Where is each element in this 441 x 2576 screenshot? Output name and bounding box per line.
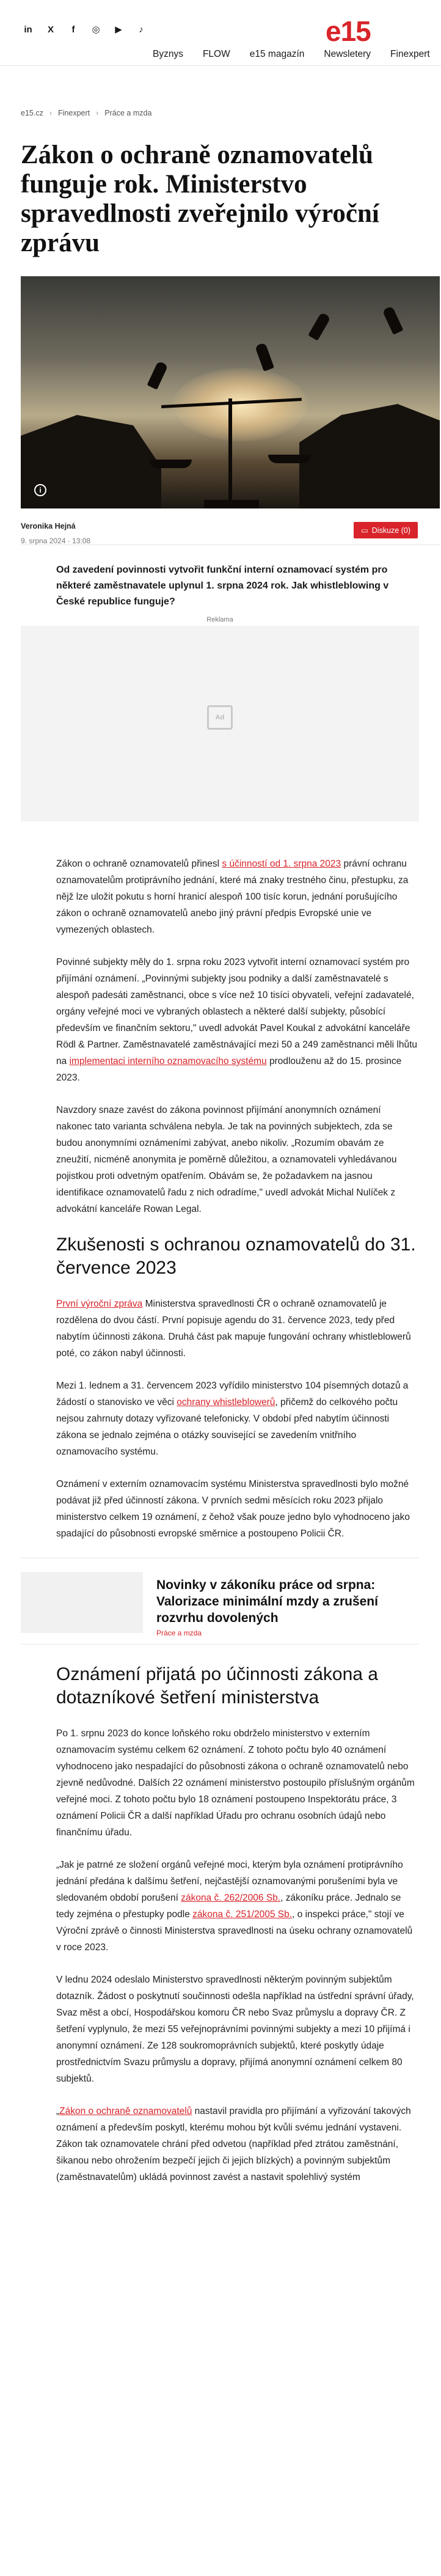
text: , zákoníku práce. Jednalo se tedy zejména o přestupky podle [56,1893,401,1920]
main-nav [143,44,441,66]
article-body-3 [56,1725,419,2185]
related-article[interactable] [21,1558,419,1645]
breadcrumb-item-prace-a-mzda[interactable]: Práce a mzda [104,109,152,117]
text: , o inspekci práce," stojí ve Výroční zprávě o činnosti Ministerstva spravedlnosti na úseku ochrany oznamovatelů v roce 2023. [56,1909,413,1953]
breadcrumb-item-home[interactable]: e15.cz [21,109,43,117]
text: právní ochranu oznamovatelům protiprávního jednání, které má znaky trestného činu, přestupku, za nějž lze uložit pokutu s horní hranicí alespoň 100 tisíc korun, jednání porušujícího zákon o ochraně oznamovatelů anebo jiný právní předpis Evropské unie ve vymezených oblastech. [56,859,409,935]
hero-image[interactable] [21,276,440,508]
inline-link[interactable]: zákona č. 262/2006 Sb. [181,1893,281,1903]
text: prodlouženu až do 15. prosince 2023. [56,1056,402,1083]
facebook-icon[interactable]: f [71,24,75,35]
social-links [22,23,147,35]
hero-scale-pan-right [268,455,311,463]
article-body [56,856,419,1217]
text: , přičemž do celkového počtu nejsou zahrnuty dotazy vyřizované telefonicky. V období před nabytím účinnosti zákona se jednalo zejména o otázky související se zavedením vnitřního oznamovacího systému. [56,1397,398,1457]
discussion-label: Diskuze (0) [371,526,410,535]
site-header [0,0,441,66]
inline-link[interactable]: ochrany whistleblowerů [177,1397,275,1407]
page-title: Zákon o ochraně oznamovatelů funguje rok. Ministerstvo spravedlnosti zveřejnilo výroční zprávu [21,141,379,257]
text: Mezi 1. lednem a 31. červencem 2023 vyřídilo ministerstvo 104 písemných dotazů a žádostí o stanovisko ve věci [56,1381,409,1407]
linkedin-icon[interactable]: in [24,24,32,35]
inline-link[interactable]: implementaci interního oznamovacího systému [69,1056,267,1066]
comment-icon: ▭ [360,526,368,535]
breadcrumb-item-finexpert[interactable]: Finexpert [58,109,90,117]
discussion-button[interactable] [354,522,418,538]
text: „Jak je patrné ze složení orgánů veřejné moci, kterým byla oznámení protiprávního jednání předána k dalšímu šetření, nejčastější oznamovanými porušeními byla ve sledovaném období porušení [56,1860,403,1903]
nav-item-byznys[interactable]: Byznys [153,49,183,59]
hero-runner-silhouette [382,306,404,334]
ad-label: Reklama [206,616,233,623]
section-heading: Zkušenosti s ochranou oznamovatelů do 31. července 2023 [56,1235,416,1278]
text: Ministerstva spravedlnosti ČR o ochraně oznamovatelů je rozdělena do dvou částí. První popisuje agendu do 31. července 2023, tedy před nabytím účinnosti zákona. Druhá část pak mapuje fungování ochrany whistleblowerů poté, co zákon nabyl účinnosti. [56,1299,411,1359]
nav-item-newslettery[interactable]: Newsletery [324,49,371,59]
info-icon[interactable]: i [34,484,46,496]
hero-runner-silhouette [255,342,274,372]
x-icon[interactable]: X [47,24,54,35]
youtube-icon[interactable]: ▶ [115,24,122,35]
paragraph [56,1378,419,1460]
chevron-right-icon: › [49,109,53,117]
inline-link[interactable]: Zákon o ochraně oznamovatelů [59,2106,192,2116]
hero-scale-pan-left [149,460,192,468]
article-meta [21,508,440,545]
author-name[interactable]: Veronika Hejná [21,522,76,530]
nav-item-flow[interactable]: FLOW [202,49,230,59]
section-heading: Oznámení přijatá po účinnosti zákona a dotazníkové šetření ministerstva [56,1664,378,1708]
tiktok-icon[interactable]: ♪ [139,24,144,35]
inline-link[interactable]: zákona č. 251/2005 Sb. [192,1909,293,1920]
publish-date: 9. srpna 2024 · 13:08 [21,537,91,545]
chevron-right-icon: › [96,109,99,117]
text: „ [56,2106,60,2116]
site-logo[interactable]: e15 [326,15,371,47]
ad-placeholder-icon: Ad [207,705,233,730]
text: Zákon o ochraně oznamovatelů přinesl [56,859,222,869]
article-perex: Od zavedení povinnosti vytvořit funkční interní oznamovací systém pro některé zaměstnavatele uplynul 1. srpna 2024 rok. Jak whistleblowing v České republice funguje? [56,565,389,607]
hero-scale-post [228,398,232,502]
paragraph: Navzdory snaze zavést do zákona povinnost přijímání anonymních oznámení nakonec tato varianta schválena nebyla. Je tak na povinných subjektech, zda se budou anonymními oznámeními zabývat, anebo nikoliv. „Rozumím obavám ze zneužití, nicméně anonymita je poměrně důležitou, a oznamovateli vyhledávanou pojistkou proti odvetným opatřením. Obávám se, že požadavkem na jasnou identifikace oznamovatelů řadu z nich odradíme," uvedl advokát Michal Nulíček z advokátní kanceláře Rowan Legal. [56,1105,397,1214]
nav-item-magazin[interactable]: e15 magazín [249,49,305,59]
paragraph: Oznámení v externím oznamovacím systému Ministerstva spravedlnosti bylo možné podávat již před účinností zákona. V prvních sedmi měsících roku 2023 přijalo ministerstvo celkem 19 oznámení, z čehož však pouze jedno bylo vyhodnoceno jako spadající do působnosti evropské směrnice a postoupeno Policii ČR. [56,1479,410,1539]
related-article-thumbnail[interactable] [21,1572,143,1633]
paragraph: V lednu 2024 odeslalo Ministerstvo spravedlnosti některým povinným subjektům dotazník. Žádost o poskytnutí součinnosti odešla například na ústřední správní úřady, Svaz měst a obcí, Hospodářskou komoru ČR nebo Svaz průmyslu a dopravy ČR. Z šetření vyplynulo, že mezi 55 veřejnoprávními povinnými subjekty a mezi 10 přijímá i anonymní oznámení. Ze 128 soukromoprávních subjektů, které poskytly údaje prostřednictvím Svazu průmyslu a dopravy, přijímá anonymní oznámení celkem 80 subjektů. [56,1975,414,2084]
paragraph [56,1296,419,1362]
paragraph: Po 1. srpnu 2023 do konce loňského roku obdrželo ministerstvo v externím oznamovacím systému celkem 62 oznámení. Z tohoto počtu bylo 40 oznámení vyhodnoceno jako nespadající do působnosti zákona o ochraně oznamovatelů nebo zjevně nedůvodné. Dalších 22 oznámení ministerstvo postoupilo příslušným orgánům veřejné moci. Z tohoto počtu bylo 18 oznámení postoupeno Inspektorátu práce, 3 oznámení Policii ČR a další například Úřadu pro ochranu osobních údajů nebo finančnímu úřadu. [56,1728,415,1838]
nav-item-finexpert[interactable]: Finexpert [390,49,430,59]
instagram-icon[interactable]: ◎ [92,24,100,35]
hero-rock-right [299,398,440,508]
paragraph [56,856,419,938]
hero-scale-base [204,500,259,508]
related-article-category[interactable]: Práce a mzda [156,1629,202,1637]
related-article-title[interactable]: Novinky v zákoníku práce od srpna: Valorizace minimální mzdy a zrušení rozvrhu dovolených [156,1578,378,1625]
inline-link[interactable]: s účinností od 1. srpna 2023 [222,859,341,869]
ad-slot[interactable] [21,616,419,821]
paragraph [56,2103,419,2185]
inline-link[interactable]: První výroční zpráva [56,1299,143,1309]
paragraph [56,1857,419,1956]
article-body-2 [56,1296,419,1542]
text: nastavil pravidla pro přijímání a vyřizování takových oznámení a především poskytl, kterému mohou být kvůli svému jednání vystaveni. Zákon tak oznamovatele chrání před odvetou (například před ztrátou zaměstnání, šikanou nebo ohrožením bezpečí jejich či jejich blízkých) a povinným subjektům (zaměstnavatelům) ukládá povinnost zavést a nastavit spolehlivý systém [56,2106,411,2182]
paragraph [56,954,419,1086]
hero-runner-silhouette [308,312,331,340]
hero-runner-silhouette [147,361,169,389]
breadcrumb [0,66,441,117]
text: Povinné subjekty měly do 1. srpna roku 2023 vytvořit interní oznamovací systém pro přijímání oznámení. „Povinnými subjekty jsou podniky a další zaměstnavatelé s alespoň padesáti zaměstnanci, obce s více než 10 tisíci obyvateli, veřejní zadavatelé, orgány veřejné moci ve vybraných oblastech a některé další subjekty, působící především ve finančním sektoru," uvedl advokát Pavel Koukal z advokátní kanceláře Rödl & Partner. Zaměstnavatelé zaměstnávající mezi 50 a 249 zaměstnanci měli lhůtu na [56,957,418,1066]
